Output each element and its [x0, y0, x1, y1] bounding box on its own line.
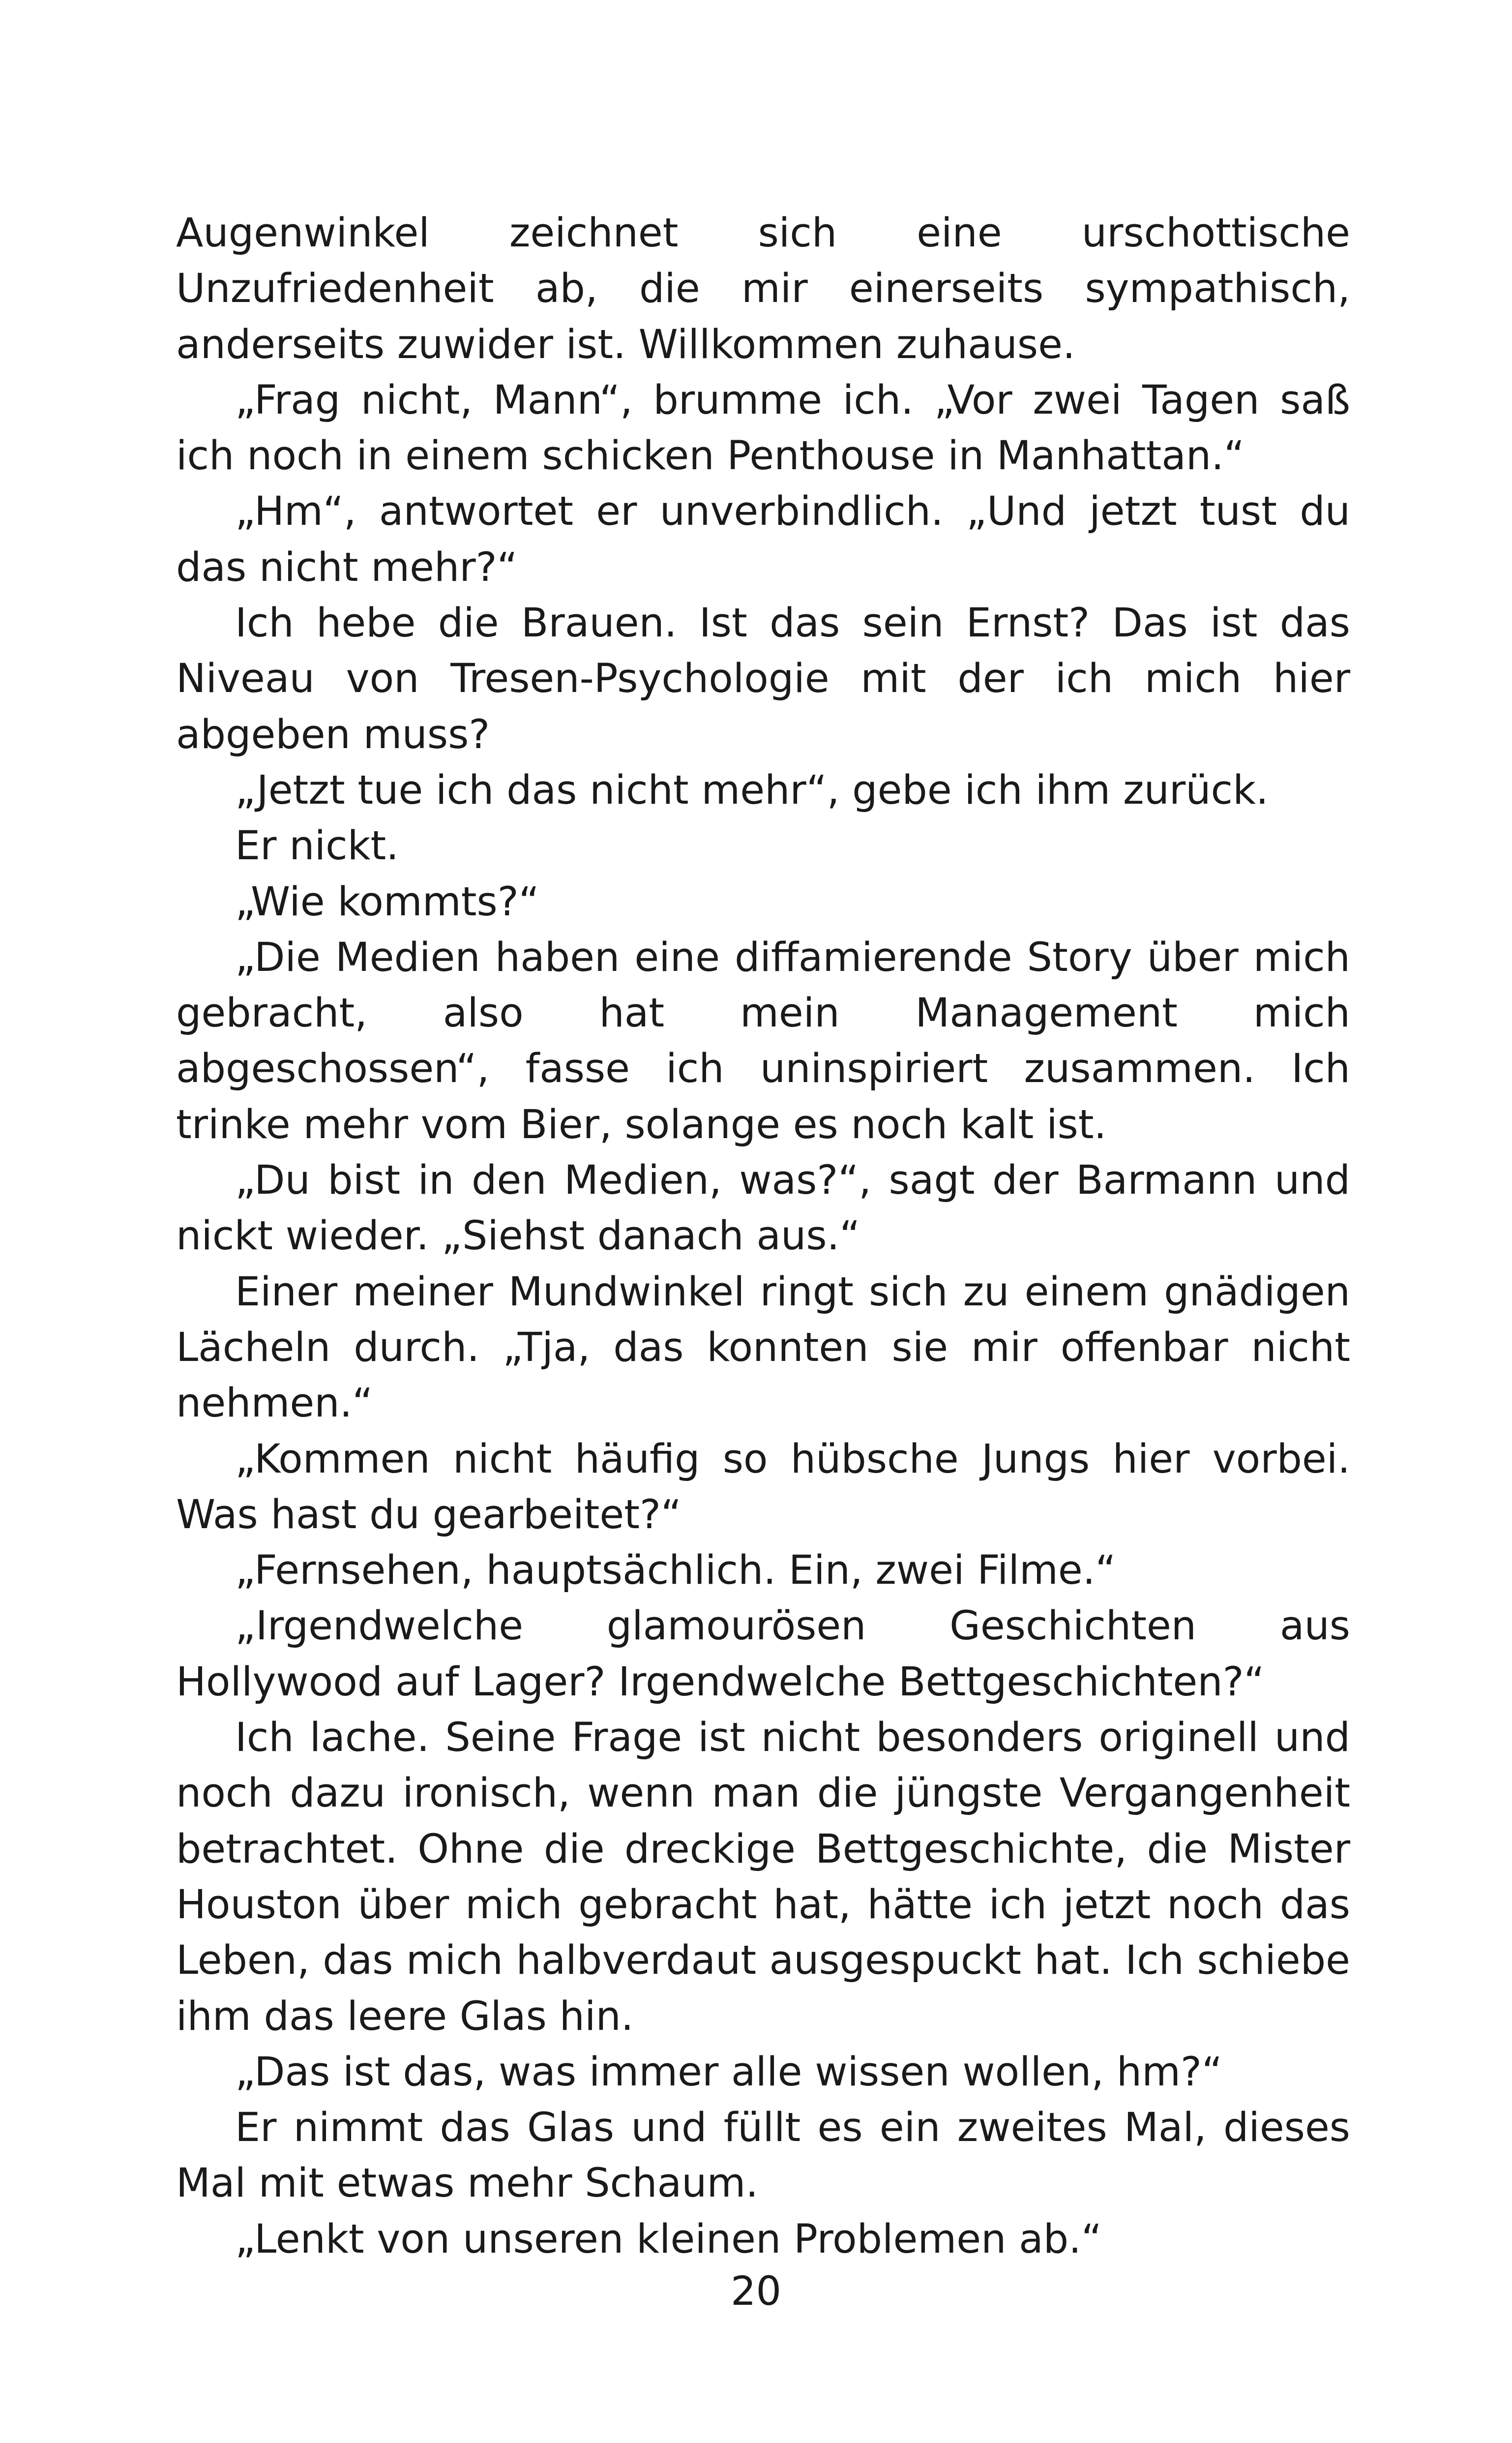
paragraph-13: „Irgendwelche glamourösen Geschichten aus Hollywood auf Lager? Irgendwelche Bettgeschichten?“ [176, 1603, 1350, 1705]
paragraph-3: „Hm“, antwortet er unverbindlich. „Und jetzt tust du das nicht mehr?“ [176, 488, 1350, 591]
page-number: 20 [730, 2268, 782, 2315]
paragraph-11: „Kommen nicht häufig so hübsche Jungs hier vorbei. Was hast du gearbeitet?“ [176, 1436, 1350, 1538]
paragraph-17: „Lenkt von unseren kleinen Problemen ab.“ [235, 2216, 1102, 2262]
paragraph-6: Er nickt. [235, 823, 399, 870]
paragraph-4: Ich hebe die Brauen. Ist das sein Ernst? Das ist das Niveau von Tresen-Psychologie mit der ich mich hier abgeben muss? [176, 600, 1350, 758]
paragraph-16: Er nimmt das Glas und füllt es ein zweites Mal, dieses Mal mit etwas mehr Schaum. [176, 2105, 1350, 2207]
paragraph-7: „Wie kommts?“ [235, 878, 539, 925]
paragraph-2: „Frag nicht, Mann“, brumme ich. „Vor zwei Tagen saß ich noch in einem schicken Penthouse in Manhattan.“ [176, 377, 1350, 480]
paragraph-5: „Jetzt tue ich das nicht mehr“, gebe ich ihm zurück. [235, 767, 1269, 814]
paragraph-9: „Du bist in den Medien, was?“, sagt der Barmann und nickt wieder. „Siehst danach aus.“ [176, 1157, 1350, 1260]
paragraph-1: Augenwinkel zeichnet sich eine urschottische Unzufriedenheit ab, die mir einerseits sympathisch, anderseits zuwider ist. Willkommen zuhause. [176, 210, 1350, 368]
body-text [176, 206, 1350, 2267]
paragraph-12: „Fernsehen, hauptsächlich. Ein, zwei Filme.“ [235, 1547, 1116, 1594]
paragraph-15: „Das ist das, was immer alle wissen wollen, hm?“ [235, 2049, 1222, 2095]
paragraph-8: „Die Medien haben eine diffamierende Story über mich gebracht, also hat mein Management mich abgeschossen“, fasse ich uninspiriert zusammen. Ich trinke mehr vom Bier, solange es noch kalt ist. [176, 934, 1350, 1148]
paragraph-14: Ich lache. Seine Frage ist nicht besonders originell und noch dazu ironisch, wenn man die jüngste Vergangenheit betrachtet. Ohne die dreckige Bettgeschichte, die Mister Houston über mich gebracht hat, hätte ich jetzt noch das Leben, das mich halbverdaut ausgespuckt hat. Ich schiebe ihm das leere Glas hin. [176, 1715, 1350, 2040]
paragraph-10: Einer meiner Mundwinkel ringt sich zu einem gnädigen Lächeln durch. „Tja, das konnten sie mir offenbar nicht nehmen.“ [176, 1268, 1350, 1427]
